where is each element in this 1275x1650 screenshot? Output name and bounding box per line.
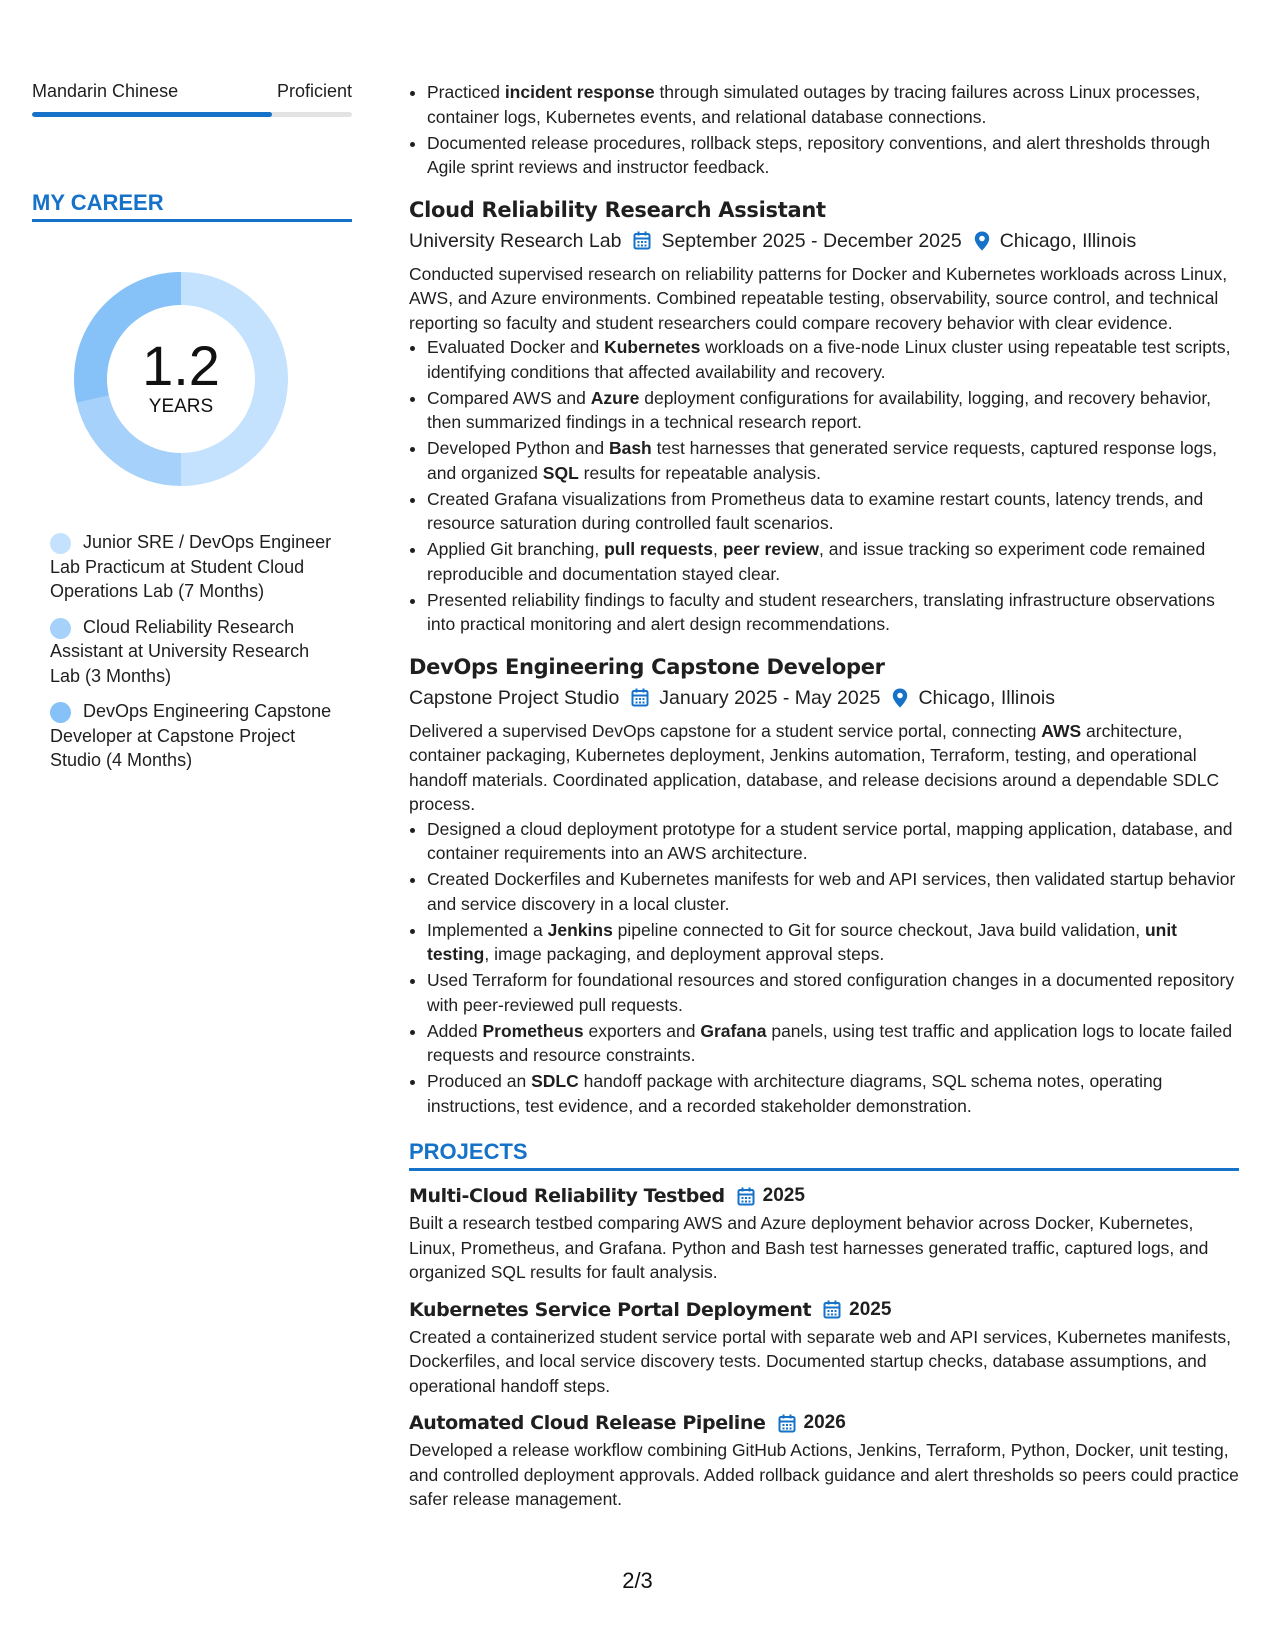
job-bullet-list [409, 335, 1239, 637]
legend-dot-icon [50, 702, 71, 723]
bullet-item [427, 436, 1239, 485]
text-run: Created Dockerfiles and Kubernetes manifests for web and API services, then validated startup behavior and service discovery in a local cluster. [427, 869, 1236, 914]
project-header [409, 1297, 1239, 1323]
text-run: Used Terraform for foundational resources and stored configuration changes in a documented repository with peer-reviewed pull requests. [427, 970, 1235, 1015]
bullet-item [427, 918, 1239, 967]
career-legend-label: Junior SRE / DevOps Engineer Lab Practicum at Student Cloud Operations Lab (7 Months) [50, 532, 332, 601]
text-run: , [712, 539, 723, 559]
text-run: pipeline connected to Git for source checkout, Java build validation, [612, 919, 1145, 940]
calendar-icon [631, 688, 649, 707]
bullet-item [427, 131, 1239, 180]
experience-entry [409, 196, 1239, 637]
text-run: test harnesses that generated service requests, captured response logs, and organized [427, 438, 1217, 483]
text-run: handoff package with architecture diagrams, SQL schema notes, operating instructions, test evidence, and a recorded stakeholder demonstration. [427, 1071, 1163, 1116]
bullet-item [427, 817, 1239, 866]
project-entry [409, 1183, 1239, 1285]
text-run: Presented reliability findings to faculty and student researchers, translating infrastructure observations into practical monitoring and alert design recommendations. [427, 589, 1215, 634]
language-proficiency-bar [32, 112, 352, 117]
continued-bullet-list [409, 80, 1239, 180]
job-location: Chicago, Illinois [999, 229, 1137, 252]
sidebar [32, 80, 352, 784]
job-location: Chicago, Illinois [918, 686, 1056, 709]
keyword-highlight: Kubernetes [604, 337, 701, 357]
language-name: Mandarin Chinese [32, 81, 179, 101]
experience-list [409, 196, 1239, 1119]
job-title: Cloud Reliability Research Assistant [409, 197, 826, 222]
project-year: 2025 [849, 1298, 892, 1320]
text-run: Delivered a supervised DevOps capstone for a student service portal, connecting [409, 720, 1042, 741]
job-description [409, 262, 1239, 336]
project-year: 2026 [803, 1412, 846, 1433]
bullet-item [427, 588, 1239, 637]
text-run: Developed Python and [427, 438, 609, 458]
keyword-highlight: incident response [504, 82, 655, 102]
text-run: Implemented a [427, 919, 548, 940]
project-name: Kubernetes Service Portal Deployment [409, 1298, 812, 1321]
text-run: Added [427, 1020, 483, 1041]
legend-dot-icon [50, 618, 71, 639]
text-run: architecture, container packaging, Kubernetes deployment, Jenkins automation, Terraform, testing, and operational handoff materials. Coordinated application, database, and release decisions around a dependable SDLC process. [409, 720, 1220, 814]
career-donut-chart [66, 264, 296, 494]
map-pin-icon [892, 688, 908, 708]
text-run: results for repeatable analysis. [578, 462, 821, 483]
language-level: Proficient [276, 81, 352, 101]
project-header [409, 1183, 1239, 1209]
career-total-unit: YEARS [148, 396, 214, 417]
text-run: workloads on a five-node Linux cluster using repeatable test scripts, identifying conditions that affected availability and recovery. [427, 337, 1231, 382]
keyword-highlight: pull requests [604, 539, 713, 559]
project-description: Built a research testbed comparing AWS and Azure deployment behavior across Docker, Kubernetes, Linux, Prometheus, and Grafana. Python and Bash test harnesses generated traffic, captured logs, and organized SQL results for fault analysis. [409, 1213, 1209, 1282]
text-run: Applied Git branching, [427, 539, 605, 559]
project-header [409, 1410, 1239, 1436]
job-dates: September 2025 - December 2025 [661, 229, 962, 252]
project-year: 2025 [762, 1185, 805, 1206]
text-run: Evaluated Docker and [427, 337, 605, 357]
career-legend-item [50, 699, 335, 773]
job-description [409, 719, 1239, 817]
project-description: Created a containerized student service portal with separate web and API services, Kubernetes manifests, Dockerfiles, and local service discovery tests. Documented startup checks, database assumptions, and operational handoff steps. [409, 1326, 1231, 1396]
career-section-title: MY CAREER [32, 189, 352, 222]
keyword-highlight: SDLC [531, 1071, 579, 1091]
job-meta [409, 228, 1239, 254]
experience-entry [409, 653, 1239, 1119]
text-run: Practiced [427, 82, 505, 102]
text-run: Compared AWS and [427, 387, 591, 408]
text-run: panels, using test traffic and application logs to locate failed requests and resource constraints. [427, 1020, 1233, 1065]
bullet-item [427, 80, 1239, 129]
bullet-item [427, 1069, 1239, 1118]
calendar-icon [778, 1414, 796, 1433]
bullet-item [427, 487, 1239, 536]
language-entry [32, 80, 352, 117]
text-run: Designed a cloud deployment prototype for a student service portal, mapping application, database, and container requirements into an AWS architecture. [427, 818, 1233, 863]
job-organization: Capstone Project Studio [409, 686, 620, 709]
text-run: Documented release procedures, rollback steps, repository conventions, and alert thresholds through Agile sprint reviews and instructor feedback. [427, 132, 1211, 177]
job-meta [409, 685, 1239, 711]
language-proficiency-fill [32, 112, 272, 117]
keyword-highlight: Azure [590, 387, 640, 408]
keyword-highlight: SQL [542, 462, 579, 483]
job-bullet-list [409, 817, 1239, 1119]
career-legend-item [50, 530, 335, 604]
keyword-highlight: Bash [608, 438, 652, 458]
keyword-highlight: AWS [1041, 720, 1082, 741]
bullet-item [427, 537, 1239, 586]
bullet-item [427, 386, 1239, 435]
projects-section-title: PROJECTS [409, 1138, 1239, 1171]
career-legend-label: DevOps Engineering Capstone Developer at Capstone Project Studio (4 Months) [50, 701, 332, 770]
project-entry [409, 1410, 1239, 1512]
keyword-highlight: peer review [722, 539, 820, 559]
main-content [409, 80, 1239, 1512]
career-total-value: 1.2 [142, 334, 220, 397]
text-run: , image packaging, and deployment approval steps. [484, 944, 885, 964]
job-dates: January 2025 - May 2025 [659, 686, 881, 709]
keyword-highlight: Jenkins [547, 919, 613, 940]
text-run: through simulated outages by tracing failures across Linux processes, container logs, Kubernetes events, and relational database connections. [427, 82, 1201, 127]
keyword-highlight: Prometheus [482, 1020, 584, 1041]
calendar-icon [737, 1187, 755, 1206]
text-run: Created Grafana visualizations from Prometheus data to examine restart counts, latency trends, and resource saturation during controlled fault scenarios. [427, 488, 1204, 533]
calendar-icon [823, 1300, 841, 1319]
project-entry [409, 1297, 1239, 1399]
text-run: Produced an [427, 1071, 532, 1091]
bullet-item [427, 968, 1239, 1017]
job-title: DevOps Engineering Capstone Developer [409, 654, 885, 679]
calendar-icon [633, 231, 651, 250]
page-number: 2/3 [622, 1568, 653, 1593]
text-run: Conducted supervised research on reliability patterns for Docker and Kubernetes workloads across Linux, AWS, and Azure environments. Combined repeatable testing, observability, source control, and technical reporting so faculty and student researchers could compare recovery behavior with clear evidence. [409, 263, 1228, 333]
project-name: Automated Cloud Release Pipeline [409, 1412, 766, 1434]
job-organization: University Research Lab [409, 229, 622, 252]
bullet-item [427, 867, 1239, 916]
keyword-highlight: Grafana [700, 1020, 767, 1041]
text-run: exporters and [583, 1020, 701, 1041]
career-legend-item [50, 615, 335, 689]
project-name: Multi-Cloud Reliability Testbed [409, 1185, 725, 1207]
legend-dot-icon [50, 533, 71, 554]
career-legend-label: Cloud Reliability Research Assistant at University Research Lab (3 Months) [50, 616, 310, 686]
career-legend [50, 530, 335, 773]
keyword-highlight: unit testing [427, 919, 1178, 964]
project-description: Developed a release workflow combining GitHub Actions, Jenkins, Terraform, Python, Docker, unit testing, and controlled deployment approvals. Added rollback guidance and alert thresholds so peers could practice safer release management. [409, 1440, 1239, 1509]
text-run: deployment configurations for availability, logging, and recovery behavior, then summarized findings in a technical research report. [427, 387, 1212, 432]
text-run: , and issue tracking so experiment code remained reproducible and documentation stayed clear. [427, 539, 1206, 584]
map-pin-icon [974, 231, 990, 251]
bullet-item [427, 1019, 1239, 1068]
project-list [409, 1183, 1239, 1512]
bullet-item [427, 335, 1239, 384]
